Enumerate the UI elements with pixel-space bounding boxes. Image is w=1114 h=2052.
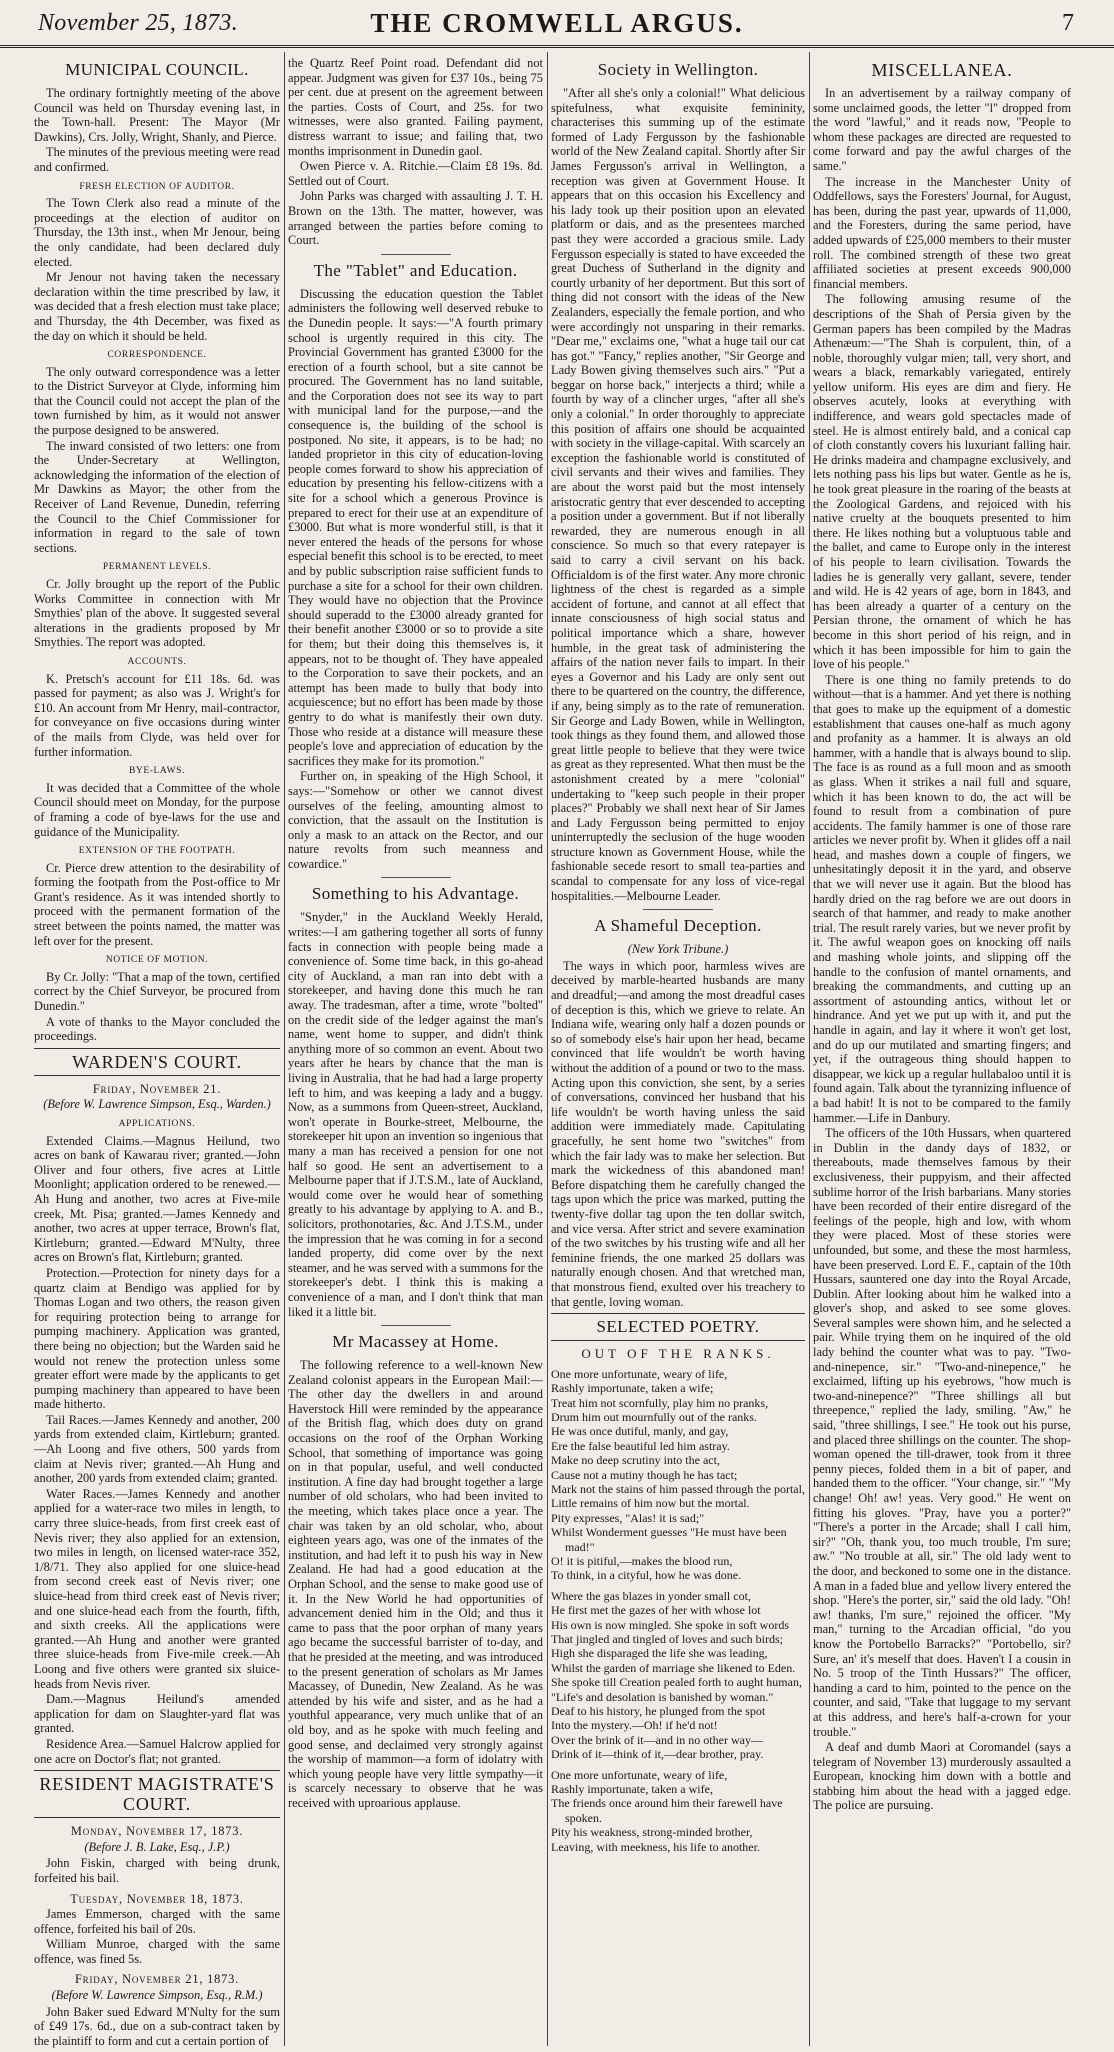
section-title-selected-poetry: SELECTED POETRY. bbox=[551, 1313, 805, 1341]
paragraph: The inward consisted of two letters: one from the Under-Secretary at Wellington, acknowledging the information of the election of Mr Dawkins as Mayor; the other from the Receiver of Land Revenue, Dunedin, referring the Council to the Chief Commissioner for information in regard to the sale of town sections. bbox=[34, 438, 280, 555]
poem-title: OUT OF THE RANKS. bbox=[581, 1346, 775, 1362]
poem-line: Rashly importunate, taken a wife; bbox=[551, 1381, 714, 1396]
paragraph: A vote of thanks to the Mayor concluded the proceedings. bbox=[34, 1014, 280, 1044]
paragraph: The only outward correspondence was a letter to the District Surveyor at Clyde, informing him that the Council could not accept the plan of the town furnished by him, as it would not answer the purpose designed to be answered. bbox=[34, 364, 280, 438]
subheading: FRESH ELECTION OF AUDITOR. bbox=[79, 181, 235, 192]
article-title-tablet-education: The "Tablet" and Education. bbox=[313, 260, 518, 280]
subheading: BYE-LAWS. bbox=[128, 766, 186, 777]
poem-line: Drum him out mournfully out of the ranks. bbox=[551, 1409, 757, 1424]
column-rule bbox=[809, 52, 810, 2046]
article-title-mr-macassey: Mr Macassey at Home. bbox=[332, 1332, 499, 1352]
court-presiding: (Before W. Lawrence Simpson, Esq., Warden.) bbox=[43, 1097, 271, 1112]
poem-line: Mark not the stains of him passed through the portal, bbox=[551, 1481, 805, 1496]
paragraph: The following reference to a well-known New Zealand colonist appears in the European Mail:—The other day the dwellers in and around Haverstock Hill were reminded by the appearance of the British flag, which does duty on grand occasions on the roof of the Orphan Working School, that something of importance was going on in that popular, useful, and well conducted institution. A fine day had brought together a large number of old scholars, who had been invited to the meeting, which takes place once a year. The chair was taken by an old scholar, who, about eighteen years ago, was one of the inmates of the institution, and had left it to push his way in New Zealand. He had had a good education at the Orphan School, and the sense to make good use of it. In the New World he had opportunities of advancement denied him in the Old; and thus it came to pass that the poor orphan of many years ago became the successful barrister of to-day, and that he presided at the meeting, and was introduced to the present generation of scholars as Mr James Macassey, of Dunedin, New Zealand. As he was attended by his wife and sister, and as he had a youthful appearance, very much unlike that of an old boy, and as he spoke with much feeling and good sense, and declaimed very strongly against the worship of mammon—a form of idolatry with which young people have very little sympathy—it is scarcely necessary to observe that he was received with uproarious applause. bbox=[288, 1358, 543, 1810]
poem-line: He first met the gazes of her with whose lot bbox=[551, 1603, 761, 1618]
poem-line: Drink of it—think of it,—dear brother, pray. bbox=[551, 1747, 764, 1762]
paragraph: John Fiskin, charged with being drunk, forfeited his bail. bbox=[34, 1856, 280, 1885]
column-rule bbox=[547, 52, 548, 2046]
paragraph: William Munroe, charged with the same offence, was fined 5s. bbox=[34, 1937, 280, 1966]
poem-line: Whilst the garden of marriage she likened to Eden. bbox=[551, 1660, 796, 1675]
column-1 bbox=[34, 56, 280, 2048]
poem-line: Cause not a mutiny though he has tact; bbox=[551, 1467, 738, 1482]
subheading: PERMANENT LEVELS. bbox=[102, 562, 212, 573]
article-title-society-in-wellington: Society in Wellington. bbox=[597, 60, 759, 79]
poem-line: Treat him not scornfully, play him no pranks, bbox=[551, 1395, 769, 1410]
article-source: (New York Tribune.) bbox=[627, 942, 729, 957]
court-presiding: (Before J. B. Lake, Esq., J.P.) bbox=[84, 1839, 230, 1854]
poem-line: Where the gas blazes in yonder small cot, bbox=[551, 1588, 751, 1603]
paragraph: Protection.—Protection for ninety days for a quartz claim at Bendigo was applied for by Thomas Logan and two others, the reason given for requiring protection being to arrange for pumping machinery. Application was granted, there being no objection; but the Warden said he would not renew the protection unless some greater effort were made by the applicants to get pumping machinery than appeared to have been made hitherto. bbox=[34, 1265, 280, 1412]
divider bbox=[381, 1325, 451, 1326]
column-rule bbox=[284, 52, 285, 2046]
poem-line: Ere the false beautiful led him astray. bbox=[551, 1438, 730, 1453]
paragraph: Discussing the education question the Tablet administers the following well deserved rebuke to the Dunedin people. It says:—"A fourth primary school is urgently required in this city. The Provincial Government has granted £3000 for the erection of a fourth school, but a site cannot be procured. The Government has no land suitable, and the Corporation does not see its way to part with municipal land for the purpose,—and the consequence is, the building of the school is postponed. No site, it appears, is to be had; no landed proprietor in this city of education-loving people comes forward to show his appreciation of education by presenting his fellow-citizens with a site for a school which a generous Province is prepared to erect for their use at an expenditure of £3000. But what is more wonderful still, is that it never entered the heads of the persons for whose especial benefit this school is to be erected, to meet and by public subscription raise sufficient funds to purchase a site for a school for their own children. They would have no objection that the Province should superadd to the £3000 already granted for their benefit another £3000 or so to provide a site for them; but their doing this themselves is, it appears, not to be thought of. They have appealed to the Corporation to save their pockets, and an attempt has been made to bully that body into acquiescence; but no effort has been made by those gentry to do what is manifestly their own duty. Those who reside at a distance will measure these people's love and appreciation of education by the sacrifices they make for its promotion." bbox=[288, 286, 543, 768]
subheading: APPLICATIONS. bbox=[118, 1119, 196, 1129]
divider bbox=[643, 909, 713, 910]
page-number: 7 bbox=[1062, 10, 1074, 36]
paragraph: It was decided that a Committee of the whole Council should meet on Monday, for the purpose of framing a code of bye-laws for the use and guidance of the Municipality. bbox=[34, 780, 280, 839]
paragraph: There is one thing no family pretends to do without—that is a hammer. And yet there is nothing that goes to make up the equipment of a domestic establishment that causes one-half as much agony and profanity as a hammer. It is always an old hammer, with a handle that is always bound to slip. The face is as round as a full moon and as smooth as glass. When it strikes a nail full and square, which it has been known to do, the act will be found to result from a combination of pure accidents. The family hammer is one of those rare articles we never profit by. When it glides off a nail head, and mashes down a couple of fingers, we unhesitatingly deposit it in the yard, and observe that we will never use it again. But the blood has hardly dried on the rag before we are out doors in search of that hammer, and ready to make another trial. The result rarely varies, but we never profit by it. The awful weapon goes on knocking off nails and mashing whole joints, and slipping off the handle to the confusion of mantel ornaments, and breaking the commandments, and cutting up an assortment of astounding antics, without let or hindrance. And yet we put up with it, and put the handle in again, and lay it where it won't get lost, and do up our mutilated and smarting fingers; and yet, if the outrageous thing should happen to disappear, we kick up a regular hullabaloo until it is found again. Talk about the tyrannizing influence of a bad habit! It is not to be compared to the family hammer.—Life in Danbury. bbox=[813, 672, 1071, 1125]
poem-line: Leaving, with meekness, his life to another. bbox=[551, 1839, 760, 1854]
article-title-something-to-his-advantage: Something to his Advantage. bbox=[311, 884, 520, 904]
poem-line: O! it is pitiful,—makes the blood run, bbox=[551, 1553, 733, 1568]
paragraph: The increase in the Manchester Unity of Oddfellows, says the Foresters' Journal, for August, has been, during the past year, upwards of 11,000, and the Foresters, during the same period, have added upwards of £25,000 members to their muster roll. The combined strength of these two great affiliated societies at present exceeds 900,000 financial members. bbox=[813, 174, 1071, 291]
paragraph: Cr. Jolly brought up the report of the Public Works Committee in connection with Mr Smythies' plan of the above. It suggested several alterations in the gradients proposed by Mr Smythies. The report was adopted. bbox=[34, 577, 280, 650]
paragraph: John Parks was charged with assaulting J. T. H. Brown on the 13th. The matter, however, was arranged between the parties before coming to Court. bbox=[288, 189, 543, 248]
article-title-shameful-deception: A Shameful Deception. bbox=[594, 916, 762, 936]
dateline: Friday, November 21, 1873. bbox=[74, 1972, 240, 1987]
column-2 bbox=[288, 56, 543, 2048]
poem-line: Rashly importunate, taken a wife, bbox=[551, 1782, 713, 1797]
paragraph: Tail Races.—James Kennedy and another, 200 yards from extended claim, Kirtleburn; granted.—Ah Loong and five others, 500 yards from claim at Nevis river; granted.—Ah Hung and another, 200 yards from extended claim; granted. bbox=[34, 1412, 280, 1486]
paragraph: Residence Area.—Samuel Halcrow applied for one acre on Doctor's flat; not granted. bbox=[34, 1736, 280, 1766]
paragraph: Owen Pierce v. A. Ritchie.—Claim £8 19s. 8d. Settled out of Court. bbox=[288, 159, 543, 188]
newspaper-title: THE CROMWELL ARGUS. bbox=[370, 8, 744, 38]
paragraph: The ordinary fortnightly meeting of the above Council was held on Thursday evening last, in the Town-hall. Present: The Mayor (Mr Dawkins), Crs. Jolly, Wright, Shanly, and Pierce. bbox=[34, 86, 280, 144]
subheading: EXTENSION OF THE FOOTPATH. bbox=[78, 846, 236, 857]
paragraph: The ways in which poor, harmless wives are deceived by marble-hearted husbands are many and dreadful;—and among the most dreadful cases of deception is this, which we grieve to relate. An Indiana wife, wearing only half a dozen pounds or so of somebody else's hair upon her head, became convinced that life wouldn't be worth having without the addition of a pound or two to the mass. Acting upon this conviction, she sent, by a series of conversations, convinced her husband that his life wouldn't be worth having unless the said addition were immediately made. Capitulating gracefully, he sent home two "switches" from which the fair lady was to make her selection. But mark the wickedness of this abandoned man! Before dispatching them he carefully changed the tags upon which the price was marked, putting the twenty-five dollar tag upon the ten dollar switch, and vice versa. After strict and severe examination of the two switches by his trusting wife and all her feminine friends, the one marked 25 dollars was naturally enough chosen. And that wretched man, that monstrous fiend, exulted over his treachery to that gentle, loving woman. bbox=[551, 958, 805, 1309]
poem-line: One more unfortunate, weary of life, bbox=[551, 1366, 728, 1381]
subheading: ACCOUNTS. bbox=[127, 656, 187, 667]
dateline: Monday, November 17, 1873. bbox=[70, 1824, 244, 1839]
subheading: NOTICE OF MOTION. bbox=[105, 955, 209, 966]
paragraph: the Quartz Reef Point road. Defendant did not appear. Judgment was given for £37 10s., being 75 per cent. due at present on the agreement between the parties. Costs of Court, and 25s. for two witnesses, were also granted. Failing payment, distress warrant to issue; and failing that, two months imprisonment in Dunedin gaol. bbox=[288, 56, 543, 158]
paragraph: Cr. Pierce drew attention to the desirability of forming the footpath from the Post-office to Mr Grant's residence. As it was intended shortly to proceed with the permanent formation of the street between the points named, the matter was left over for the present. bbox=[34, 860, 280, 948]
poem-body bbox=[551, 1367, 805, 1854]
paragraph: K. Pretsch's account for £11 18s. 6d. was passed for payment; as also was J. Wright's for £10. An account from Mr Henry, mail-contractor, for conveyance on five occasions during winter of the mails from Clyde, was held over for further information. bbox=[34, 671, 280, 759]
poem-line: High she disparaged the life she was leading, bbox=[551, 1646, 768, 1661]
poem-line: Make no deep scrutiny into the act, bbox=[551, 1453, 720, 1468]
paragraph: "After all she's only a colonial!" What delicious spitefulness, what exquisite femininity, characterises this summing up of the estimate formed of Lady Fergusson by the fashionable world of the New Zealand capital. Shortly after Sir James Fergusson's arrival in Wellington, a reception was given at Government House. It appears that on this occasion his Excellency and his lady took up their position upon an elevated platform or dais, and as the presentees marched past they were accorded a gracious smile. Lady Fergusson especially is stated to have exceeded the great Duchess of Sutherland in the dignity and courtly urbanity of her deportment. But this sort of thing did not consort with the ideas of the New Zealanders, especially the female portion, and who were accordingly not unsparing in their remarks. "Dear me," exclaims one, "what a huge tail our cat has got." "Fancy," replies another, "Sir George and Lady Bowen giving themselves such airs." "Put a beggar on horse back," interjects a third; while a fourth by way of a clincher urges, "after all she's only a colonial." In order thoroughly to appreciate this position of affairs one should be acquainted with society in the village-capital. With scarcely an exception the fashionable world is constituted of civil servants and their wives and families. They are about the worst paid but the most intensely aristocratic gentry that ever descended to accepting a position under a government. But if not liberally rewarded, they are numerous enough in all conscience. So much so that every ratepayer is said to carry a civil servant on his back. Officialdom is of the first water. Any more chronic lightness of the chest is regarded as a simple accident of fortune, and cannot at all effect that innate consciousness of high social status and political importance which a share, however humble, in the great task of administering the affairs of the nation never fails to impart. In their eyes a Governor and his Lady are only sent out there to be quartered on the country, the difference, if any, being simply as to the rate of remuneration. Sir George and Lady Bowen, while in Wellington, took things as they found them, and allowed those great little people to believe that they were twice as great as they represented. What then must be the astonishment created by a mere "colonial" undertaking to "keep such people in their proper places?" Probably we shall next hear of Sir James and Lady Fergusson being permitted to enjoy uninterruptedly the seclusion of the huge wooden structure known as Government House, while the fashionable secede resort to small tea-parties and scandal to compensate for any loss of vice-regal hospitalities.—Melbourne Leader. bbox=[551, 86, 805, 903]
paragraph: Further on, in speaking of the High School, it says:—"Somehow or other we cannot divest ourselves of the feeling, amounting almost to conviction, that the assault on the Institution is only a mask to an attack on the Rector, and our nature revolts from such meanness and cowardice." bbox=[288, 769, 543, 871]
poem-line: Pity his weakness, strong-minded brother, bbox=[551, 1825, 753, 1840]
section-title-miscellanea: MISCELLANEA. bbox=[871, 60, 1013, 80]
poem-line: Little remains of him now but the mortal. bbox=[551, 1496, 750, 1511]
paragraph: John Baker sued Edward M'Nulty for the sum of £49 17s. 6d., due on a sub-contract taken by the plaintiff to form and cut a certain portion of bbox=[34, 2004, 280, 2048]
poem-line: To think, in a cityful, how he was done. bbox=[551, 1568, 742, 1583]
poem-line: She spoke till Creation pealed forth to aught human, bbox=[551, 1675, 802, 1690]
dateline: Friday, November 21. bbox=[92, 1081, 222, 1096]
poem-line: Deaf to his history, he plunged from the spot bbox=[551, 1704, 766, 1719]
paragraph: The minutes of the previous meeting were read and confirmed. bbox=[34, 145, 280, 174]
issue-date: November 25, 1873. bbox=[38, 10, 239, 36]
paragraph: The officers of the 10th Hussars, when quartered in Dublin in the dandy days of 1832, or thereabouts, made themselves famous by their exclusiveness, their puppyism, and their affected sublime horror of the Irish barbarians. Many stories have been recorded of their entire disregard of the feelings of the people, high and low, with whom they were placed. Most of these stories were unfounded, but some, and these the most harmless, have been preserved. Lord E. F., captain of the 10th Hussars, sauntered one day into the Royal Arcade, Dublin. After looking about him he walked into a glover's shop, and asked to see some gloves. Several samples were shown him, and he selected a pair. While trying them on he inquired of the old lady behind the counter what was to pay. "Two-and-ninepence, sir." "Two-and-ninepence," he exclaimed, lifting up his eyebrows, "how much is two-and-ninepence?" "Three shillings all but threepence," replied the lady, smiling. "Aw," he said, "three shillings, I see." He took out his purse, and placed three shillings on the counter. The shop-woman opened the till-drawer, took from it three penny pieces, folded them in a bit of paper, and handed them to the officer. "Your change, sir." "My change! Oh! aw! yeas. Very good." He went on fitting his gloves. "Pray, have you a porter?" "There's a porter in the Arcade; shall I call him, sir?" "Oh, thank you, too much trouble, I'm sure; aw." "No trouble at all, sir." The old lady went to the door, and beckoned to some one in the distance. A man in a faded blue and yellow livery entered the shop. "Here's the porter, sir," said the old lady. "Oh! aw! thanks, I'm sure," rejoined the officer. "My man," turning to the Arcadian official, "do you know the Portobello Barracks?" "Portobello, sir? Sure, an' it's meself that does. Haven't I a cousin in No. 5 troop of the Tinth Hussars?" The officer, handing a card to him, pointed to the pence on the counter, and said, "Take that luggage to my servant at this address, and here's half-a-crown for your trouble." bbox=[813, 1126, 1071, 1739]
column-3 bbox=[551, 56, 805, 2048]
paragraph: By Cr. Jolly: "That a map of the town, certified correct by the Chief Surveyor, be procured from Dunedin." bbox=[34, 969, 280, 1014]
dateline: Tuesday, November 18, 1873. bbox=[70, 1891, 244, 1906]
poem-line: Pity expresses, "Alas! it is sad;" bbox=[551, 1510, 705, 1525]
poem-line: The friends once around him their farewell have spoken. bbox=[551, 1796, 783, 1825]
poem-line: He was once dutiful, manly, and gay, bbox=[551, 1424, 729, 1439]
paragraph: "Snyder," in the Auckland Weekly Herald, writes:—I am gathering together all sorts of funny facts in connection with people being made a convenience of. Some time back, in this go-ahead city of Auckland, a man ran into debt with a storekeeper, and having done this much he ran away. The tradesman, after a time, wrote "bolted" on the credit side of the ledger against the man's name, went home to supper, and didn't think anything more of so common an event. About two years after he hears by chance that the man is living in Australia, that he had had a large property left to him, and was keeping a lady and a buggy. Now, as a summons from Queen-street, Auckland, won't operate in Bourke-street, Melbourne, the storekeeper hit upon an invention so ingenious that many a man has received a pension for one not half so good. He sent an advertisement to a Melbourne paper that if J.T.S.M., late of Auckland, would come over he would hear of something greatly to his advantage by applying to A. and B., solicitors, prothonotaries, &c. And J.T.S.M., under the impression that he was coming in for a second landed property, did come over by the next steamer, and he was served with a summons for the storekeeper's debt. I think this is making a convenience of a man, and I don't think that man liked it a little bit. bbox=[288, 910, 543, 1319]
divider bbox=[381, 254, 451, 255]
column-4 bbox=[813, 56, 1071, 2048]
poem-line: One more unfortunate, weary of life, bbox=[551, 1767, 728, 1782]
paragraph: James Emmerson, charged with the same offence, forfeited his bail of 20s. bbox=[34, 1907, 280, 1936]
paragraph: Dam.—Magnus Heilund's amended application for dam on Slaughter-yard flat was granted. bbox=[34, 1692, 280, 1736]
poem-line: That jingled and tingled of loves and such birds; bbox=[551, 1632, 783, 1646]
paragraph: Water Races.—James Kennedy and another applied for a water-race two miles in length, to carry three sluice-heads, from first creek east of Nevis river; they also applied for an extension, two miles in length, on licensed water-race 352, 1/8/71. They also applied for one sluice-head from second creek east of Nevis river; one sluice-head from third creek east of Nevis river; and one sluice-head each from the fourth, fifth, and sixth creeks. All the applications were granted.—Ah Hung and another were granted three sluice-heads from Five-mile creek.—Ah Loong and five others were granted six sluice-heads from Nevis river. bbox=[34, 1486, 280, 1691]
paragraph: In an advertisement by a railway company of some unclaimed goods, the letter "l" dropped from the word "lawful," and it reads now, "People to whom these packages are directed are requested to come forward and pay the awful charges of the same." bbox=[813, 86, 1071, 173]
poem-line: "Life's and desolation is banished by woman." bbox=[551, 1689, 774, 1704]
article-title-resident-magistrates-court: RESIDENT MAGISTRATE'S COURT. bbox=[34, 1770, 280, 1818]
masthead bbox=[0, 0, 1114, 48]
court-presiding: (Before W. Lawrence Simpson, Esq., R.M.) bbox=[51, 1988, 263, 2003]
paragraph: The Town Clerk also read a minute of the proceedings at the election of auditor on Thursday, the 13th inst., when Mr Jenour, being the only candidate, had been declared duly elected. bbox=[34, 196, 280, 269]
paragraph: Extended Claims.—Magnus Heilund, two acres on bank of Kawarau river; granted.—John Oliver and four others, five acres at Little Moonlight; application ordered to be renewed.—Ah Hung and another, two acres at Five-mile creek, Mt. Pisa; granted.—James Kennedy and another, two acres at upper terrace, Brown's flat, Kirtleburn; granted.—Edward M'Nulty, three acres on Brown's flat, Kirtleburn; granted. bbox=[34, 1133, 280, 1265]
paragraph: Mr Jenour not having taken the necessary declaration within the time prescribed by law, it was decided that a fresh election must take place; and Thursday, the 4th December, was fixed as the day on which it should be held. bbox=[34, 270, 280, 343]
divider bbox=[381, 877, 451, 878]
article-title-municipal-council: MUNICIPAL COUNCIL. bbox=[65, 60, 249, 79]
paragraph: A deaf and dumb Maori at Coromandel (says a telegram of November 13) murderously assaulted a European, knocking him down with a bottle and stabbing him about the head with a jagged edge. The police are pursuing. bbox=[813, 1740, 1071, 1813]
paragraph: The following amusing resume of the descriptions of the Shah of Persia given by the German papers has been compiled by the Madras Athenæum:—"The Shah is corpulent, thin, of a noble, thoroughly vulgar mien; tall, very short, and wears a black, remarkably variegated, entirely yellow uniform. His eyes are dim and fiery. He observes acutely, looks at everything with indifference, and wears gold spectacles made of steel. He is almost entirely bald, and a conical cap of cloth constantly covers his luxuriant falling hair. He drinks madeira and champagne exclusively, and lets nothing pass his lips but water. Gentle as he is, he took great pleasure in the roaring of the beasts at the Zoological Gardens, and rejoiced with his native cruelty at the bouquets presented to him there. He likes nothing but a voluptuous table and the ballet, and came to Europe only in the interest of his people to learn civilisation. Towards the ladies he is generally very gallant, severe, tender and wild. He is 42 years of age, born in 1843, and has been already a quarter of a century on the Persian throne, the ornament of which he has become in this short period of his reign, and in which it has been impossible for him to gain the love of his people." bbox=[813, 292, 1071, 672]
subheading: CORRESPONDENCE. bbox=[107, 350, 207, 361]
poem-line: Over the brink of it—and in no other way— bbox=[551, 1732, 763, 1747]
poem-line: Into the mystery.—Oh! if he'd not! bbox=[551, 1718, 718, 1733]
article-title-wardens-court: WARDEN'S COURT. bbox=[34, 1048, 280, 1076]
poem-line: His own is now mingled. She spoke in soft words bbox=[551, 1617, 789, 1632]
poem-line: Whilst Wonderment guesses "He must have been mad!" bbox=[551, 1525, 787, 1554]
